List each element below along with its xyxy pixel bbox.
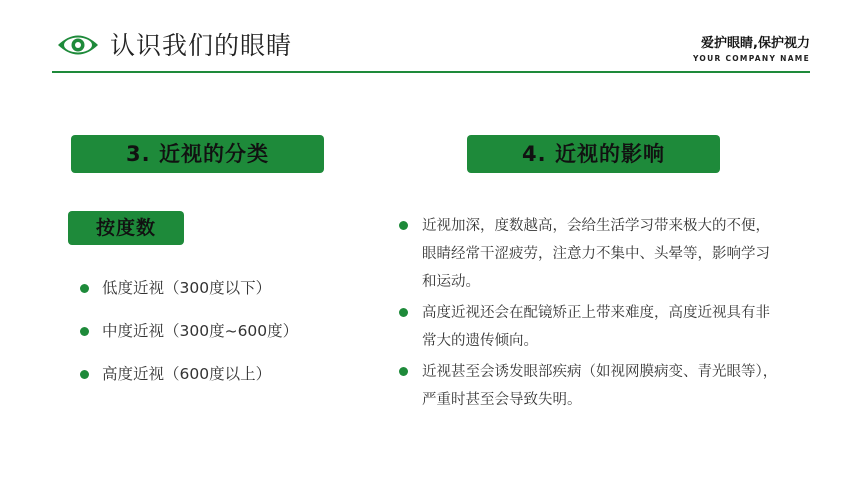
bullet-icon: [80, 327, 89, 336]
bullet-icon: [80, 370, 89, 379]
bullet-icon: [399, 308, 408, 317]
bullet-icon: [80, 284, 89, 293]
list-item: [399, 212, 784, 296]
bullet-icon: [399, 367, 408, 376]
list-item-text: 近视加深，度数越高，会给生活学习带来极大的不便，眼睛经常干涩疲劳，注意力不集中、头晕等，影响学习和运动。: [422, 218, 770, 290]
slogan-text: 爱护眼睛,保护视力: [701, 36, 810, 51]
company-name: YOUR COMPANY NAME: [692, 54, 810, 63]
classification-list: [80, 276, 298, 405]
page-title: 认识我们的眼睛: [110, 31, 293, 60]
section-3-title: 3. 近视的分类: [71, 135, 324, 173]
section-4-title: 4. 近视的影响: [467, 135, 720, 173]
list-item-text: 低度近视（300度以下）: [102, 279, 272, 297]
list-item-text: 高度近视还会在配镜矫正上带来难度，高度近视具有非常大的遗传倾向。: [422, 305, 770, 349]
list-item-text: 中度近视（300度~600度）: [102, 322, 299, 340]
list-item: [399, 299, 784, 355]
degree-subtitle: 按度数: [68, 211, 184, 245]
list-item: [399, 358, 784, 414]
list-item-text: 近视甚至会诱发眼部疾病（如视网膜病变、青光眼等），严重时甚至会导致失明。: [422, 364, 778, 408]
bullet-icon: [399, 221, 408, 230]
header: [0, 0, 860, 80]
slogan-block: [693, 36, 810, 65]
header-divider: [52, 71, 810, 73]
list-item-text: 高度近视（600度以上）: [102, 365, 272, 383]
impact-list: [399, 212, 784, 417]
list-item: [80, 319, 298, 362]
eye-icon: [56, 30, 100, 60]
list-item: [80, 276, 298, 319]
list-item: [80, 362, 298, 405]
